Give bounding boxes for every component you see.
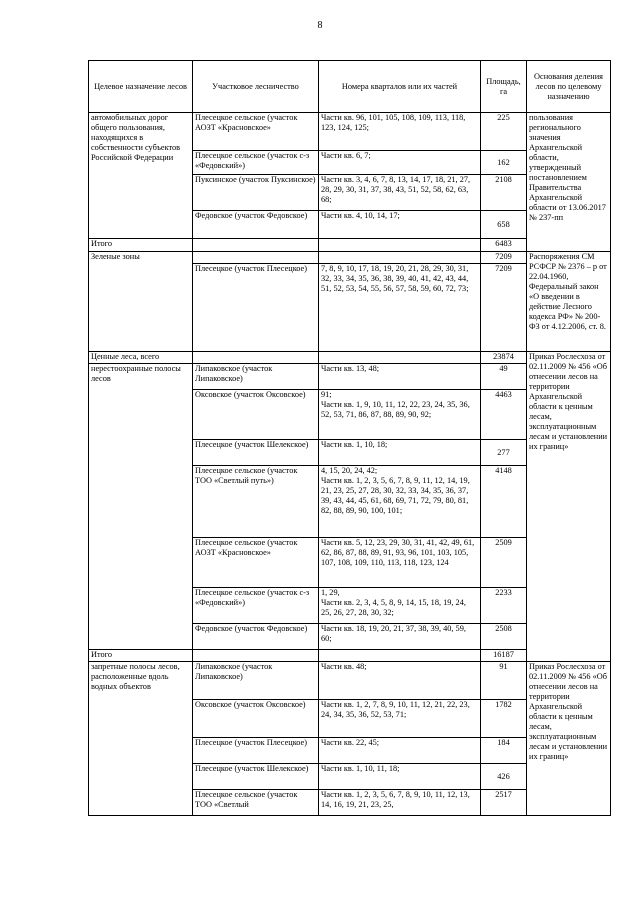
quarters-cell: Части кв. 1, 10, 11, 18; (319, 764, 481, 790)
quarters-cell: 91; Части кв. 1, 9, 10, 11, 12, 22, 23, 24, 35, 36, 52, 53, 71, 86, 87, 88, 89, 90, 92; (319, 390, 481, 440)
basis-cell: пользования регионального значения Архангельской области, утвержденный постановлением Правительства Архангельской области от 13.06.2017 № 237-пп (527, 113, 611, 252)
forestry-cell: Плесецкое (участок Плесецкое) (193, 738, 319, 764)
quarters-cell: Части кв. 96, 101, 105, 108, 109, 113, 118, 123, 124, 125; (319, 113, 481, 151)
area-cell: 7209 (481, 264, 527, 352)
purpose-cell: нерестоохранные полосы лесов (89, 364, 193, 650)
forestry-cell: Плесецкое сельское (участок АОЗТ «Красновское» (193, 113, 319, 151)
forestry-cell: Плесецкое сельское (участок ТОО «Светлый путь») (193, 466, 319, 538)
quarters-cell: Части кв. 5, 12, 23, 29, 30, 31, 41, 42, 49, 61, 62, 86, 87, 88, 89, 91, 93, 96, 101, 103, 105, 107, 108, 109, 110, 113, 118, 123, 124 (319, 538, 481, 588)
basis-cell: Приказ Рослесхоза от 02.11.2009 № 456 «Об отнесении лесов на территории Архангельской области к ценным лесам, эксплуатационным лесам и установлении их границ» (527, 662, 611, 816)
quarters-cell: Части кв. 3, 4, 6, 7, 8, 13, 14, 17, 18, 21, 27, 28, 29, 30, 31, 37, 38, 43, 51, 52, 58, 62, 63, 68; (319, 175, 481, 211)
forestry-cell: Плесецкое сельское (участок с-з «Федовский») (193, 588, 319, 624)
empty-cell (319, 650, 481, 662)
quarters-cell: Части кв. 1, 2, 3, 5, 6, 7, 8, 9, 10, 11, 12, 13, 14, 16, 19, 21, 23, 25, (319, 790, 481, 816)
quarters-cell: 4, 15, 20, 24, 42; Части кв. 1, 2, 3, 5, 6, 7, 8, 9, 11, 12, 14, 19, 21, 23, 25, 27, 28, 30, 32, 33, 34, 35, 36, 37, 39, 43, 44, 45, 61, 68, 69, 71, 72, 79, 80, 81, 82, 88, 89, 90, 100, 101; (319, 466, 481, 538)
area-cell: 277 (481, 440, 527, 466)
quarters-cell: Части кв. 18, 19, 20, 21, 37, 38, 39, 40, 59, 60; (319, 624, 481, 650)
section-area: 7209 (481, 252, 527, 264)
empty-cell (319, 239, 481, 252)
area-cell: 4463 (481, 390, 527, 440)
page-number: 8 (317, 20, 323, 31)
header-forestry: Участковое лесничество (193, 61, 319, 113)
forestry-cell: Оксовское (участок Оксовское) (193, 390, 319, 440)
total-area: 16187 (481, 650, 527, 662)
area-cell: 225 (481, 113, 527, 151)
total-area: 6483 (481, 239, 527, 252)
table-row (89, 662, 611, 700)
total-label: Итого (89, 650, 193, 662)
area-cell: 184 (481, 738, 527, 764)
header-purpose: Целевое назначение лесов (89, 61, 193, 113)
quarters-cell: Части кв. 1, 2, 7, 8, 9, 10, 11, 12, 21, 22, 23, 24, 34, 35, 36, 52, 53, 71; (319, 700, 481, 738)
quarters-cell: Части кв. 13, 48; (319, 364, 481, 390)
purpose-cell: автомобильных дорог общего пользования, находящихся в собственности субъектов Российской Федерации (89, 113, 193, 239)
empty-cell (193, 252, 319, 264)
area-cell: 658 (481, 211, 527, 239)
forestry-cell: Липаковское (участок Липаковское) (193, 662, 319, 700)
area-cell: 4148 (481, 466, 527, 538)
forestry-cell: Липаковское (участок Липаковское) (193, 364, 319, 390)
section-area: 23874 (481, 352, 527, 364)
section-label: Ценные леса, всего (89, 352, 193, 364)
area-cell: 2508 (481, 624, 527, 650)
table-row (89, 113, 611, 151)
forestry-cell: Плесецкое (участок Шелекское) (193, 764, 319, 790)
forestry-cell: Федовское (участок Федовское) (193, 624, 319, 650)
empty-cell (319, 352, 481, 364)
empty-cell (193, 650, 319, 662)
area-cell: 91 (481, 662, 527, 700)
quarters-cell: Части кв. 4, 10, 14, 17; (319, 211, 481, 239)
basis-cell: Приказ Рослесхоза от 02.11.2009 № 456 «Об отнесении лесов на территории Архангельской области к ценным лесам, эксплуатационным лесам и установлении их границ» (527, 352, 611, 662)
area-cell: 162 (481, 151, 527, 175)
area-cell: 1782 (481, 700, 527, 738)
quarters-cell: 7, 8, 9, 10, 17, 18, 19, 20, 21, 28, 29, 30, 31, 32, 33, 34, 35, 36, 38, 39, 40, 41, 42, 43, 44, 51, 52, 53, 54, 55, 56, 57, 58, 59, 60, 72, 73; (319, 264, 481, 352)
header-area: Площадь, га (481, 61, 527, 113)
forest-purpose-table (88, 60, 611, 816)
section-row (89, 252, 611, 264)
forestry-cell: Плесецкое сельское (участок ТОО «Светлый (193, 790, 319, 816)
section-row (89, 352, 611, 364)
purpose-cell: запретные полосы лесов, расположенные вдоль водных объектов (89, 662, 193, 816)
forestry-cell: Федовское (участок Федовское) (193, 211, 319, 239)
header-quarters: Номера кварталов или их частей (319, 61, 481, 113)
empty-cell (193, 239, 319, 252)
forestry-cell: Плесецкое сельское (участок с-з «Федовский») (193, 151, 319, 175)
empty-cell (319, 252, 481, 264)
area-cell: 2509 (481, 538, 527, 588)
area-cell: 2233 (481, 588, 527, 624)
section-label: Зеленые зоны (89, 252, 193, 352)
forestry-cell: Плесецкое (участок Плесецкое) (193, 264, 319, 352)
header-basis: Основания деления лесов по целевому назначению (527, 61, 611, 113)
area-cell: 426 (481, 764, 527, 790)
forestry-cell: Плесецкое сельское (участок АОЗТ «Красновское» (193, 538, 319, 588)
area-cell: 2517 (481, 790, 527, 816)
quarters-cell: Части кв. 6, 7; (319, 151, 481, 175)
area-cell: 2108 (481, 175, 527, 211)
quarters-cell: Части кв. 48; (319, 662, 481, 700)
forestry-cell: Пуксинское (участок Пуксинское) (193, 175, 319, 211)
quarters-cell: 1, 29, Части кв. 2, 3, 4, 5, 8, 9, 14, 15, 18, 19, 24, 25, 26, 27, 28, 30, 32; (319, 588, 481, 624)
forestry-cell: Оксовское (участок Оксовское) (193, 700, 319, 738)
empty-cell (193, 352, 319, 364)
header-row (89, 61, 611, 113)
basis-cell: Распоряжения СМ РСФСР № 2376 – р от 22.04.1960, Федеральный закон «О введении в действие Лесного кодекса РФ» № 200-ФЗ от 4.12.2006, ст. 8. (527, 252, 611, 352)
total-label: Итого (89, 239, 193, 252)
quarters-cell: Части кв. 1, 10, 18; (319, 440, 481, 466)
area-cell: 49 (481, 364, 527, 390)
quarters-cell: Части кв. 22, 45; (319, 738, 481, 764)
forestry-cell: Плесецкое (участок Шелекское) (193, 440, 319, 466)
